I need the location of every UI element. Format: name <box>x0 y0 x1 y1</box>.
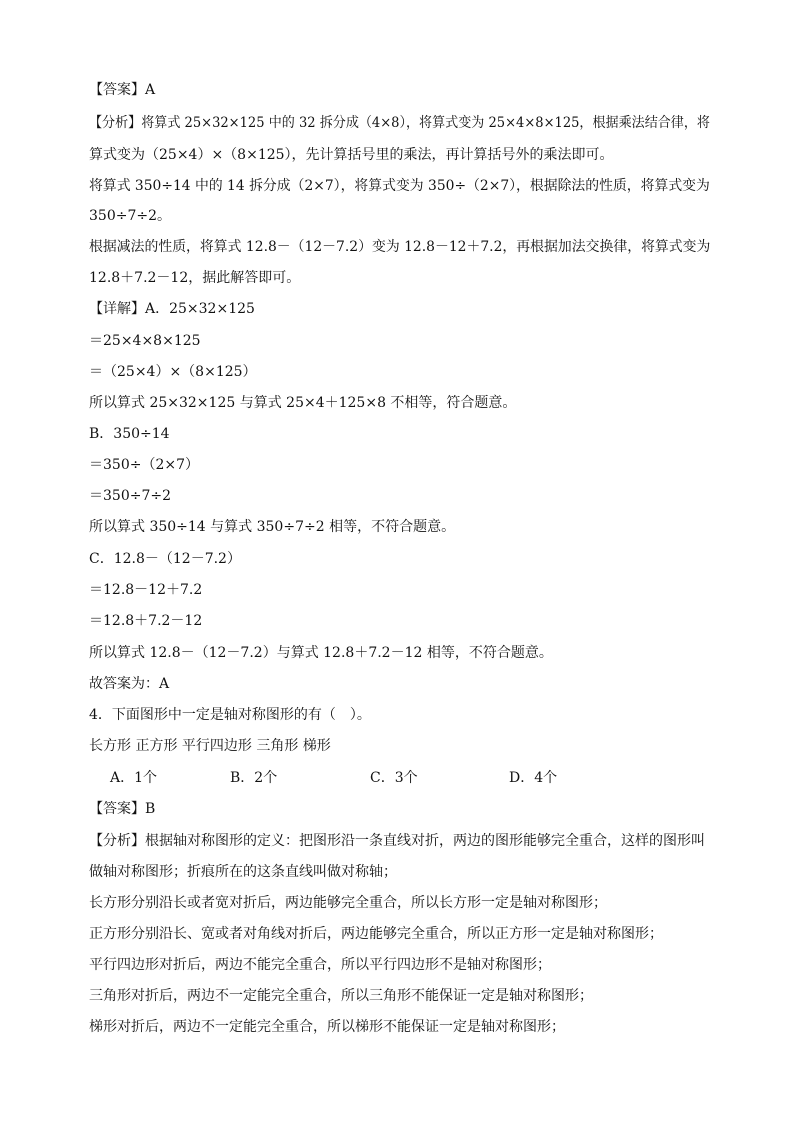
question-4-shapes: 长方形 正方形 平行四边形 三角形 梯形 <box>89 738 331 754</box>
detail-line-12: 所以算式 12.8－（12－7.2）与算式 12.8＋7.2－12 相等，不符合题意。 <box>89 645 553 661</box>
detail-line-5: B．350÷14 <box>89 426 170 442</box>
analysis2-line-1: 【分析】根据轴对称图形的定义：把图形沿一条直线对折，两边的图形能够完全重合，这样的图形叫 <box>89 833 705 849</box>
detail-line-4: 所以算式 25×32×125 与算式 25×4＋125×8 不相等，符合题意。 <box>89 395 517 411</box>
detail-line-8: 所以算式 350÷14 与算式 350÷7÷2 相等，不符合题意。 <box>89 519 456 535</box>
detail-line-6: ＝350÷（2×7） <box>89 457 199 473</box>
analysis-line-3: 将算式 350÷14 中的 14 拆分成（2×7），将算式变为 350÷（2×7），根据除法的性质，将算式变为 <box>89 178 710 194</box>
analysis2-line-7: 梯形对折后，两边不一定能完全重合，所以梯形不能保证一定是轴对称图形； <box>89 1019 565 1035</box>
detail-line-9: C．12.8－（12－7.2） <box>89 551 241 567</box>
detail-line-7: ＝350÷7÷2 <box>89 488 171 504</box>
analysis2-line-3: 长方形分别沿长或者宽对折后，两边能够完全重合，所以长方形一定是轴对称图形； <box>89 895 607 911</box>
analysis-line-2: 算式变为（25×4）×（8×125），先计算括号里的乘法，再计算括号外的乘法即可。 <box>89 147 614 163</box>
detail-line-11: ＝12.8＋7.2－12 <box>89 613 203 629</box>
answer-label-1: 【答案】A <box>89 82 156 98</box>
question-4-options <box>0 768 794 788</box>
option-c: C．3个 <box>370 770 418 786</box>
final-answer-line: 故答案为：A <box>89 676 170 692</box>
analysis-line-6: 12.8＋7.2－12，据此解答即可。 <box>89 270 301 286</box>
analysis2-line-4: 正方形分别沿长、宽或者对角线对折后，两边能够完全重合，所以正方形一定是轴对称图形； <box>89 926 663 942</box>
analysis2-line-6: 三角形对折后，两边不一定能完全重合，所以三角形不能保证一定是轴对称图形； <box>89 988 593 1004</box>
question-4-stem: 4．下面图形中一定是轴对称图形的有（ ）。 <box>89 707 371 723</box>
analysis-line-4: 350÷7÷2。 <box>89 208 171 224</box>
analysis-line-5: 根据减法的性质，将算式 12.8－（12－7.2）变为 12.8－12＋7.2，再根据加法交换律，将算式变为 <box>89 239 711 255</box>
analysis2-line-2: 做轴对称图形；折痕所在的这条直线叫做对称轴； <box>89 864 397 880</box>
analysis-line-1: 【分析】将算式 25×32×125 中的 32 拆分成（4×8），将算式变为 25×4×8×125，根据乘法结合律，将 <box>89 115 710 131</box>
detail-line-10: ＝12.8－12＋7.2 <box>89 582 203 598</box>
answer-label-2: 【答案】B <box>89 801 156 817</box>
detail-line-2: ＝25×4×8×125 <box>89 333 201 349</box>
detail-line-1: 【详解】A．25×32×125 <box>89 301 255 317</box>
detail-line-3: ＝（25×4）×（8×125） <box>89 364 257 380</box>
option-b: B．2个 <box>230 770 278 786</box>
option-a: A．1个 <box>110 770 158 786</box>
option-d: D．4个 <box>509 770 558 786</box>
analysis2-line-5: 平行四边形对折后，两边不能完全重合，所以平行四边形不是轴对称图形； <box>89 957 551 973</box>
